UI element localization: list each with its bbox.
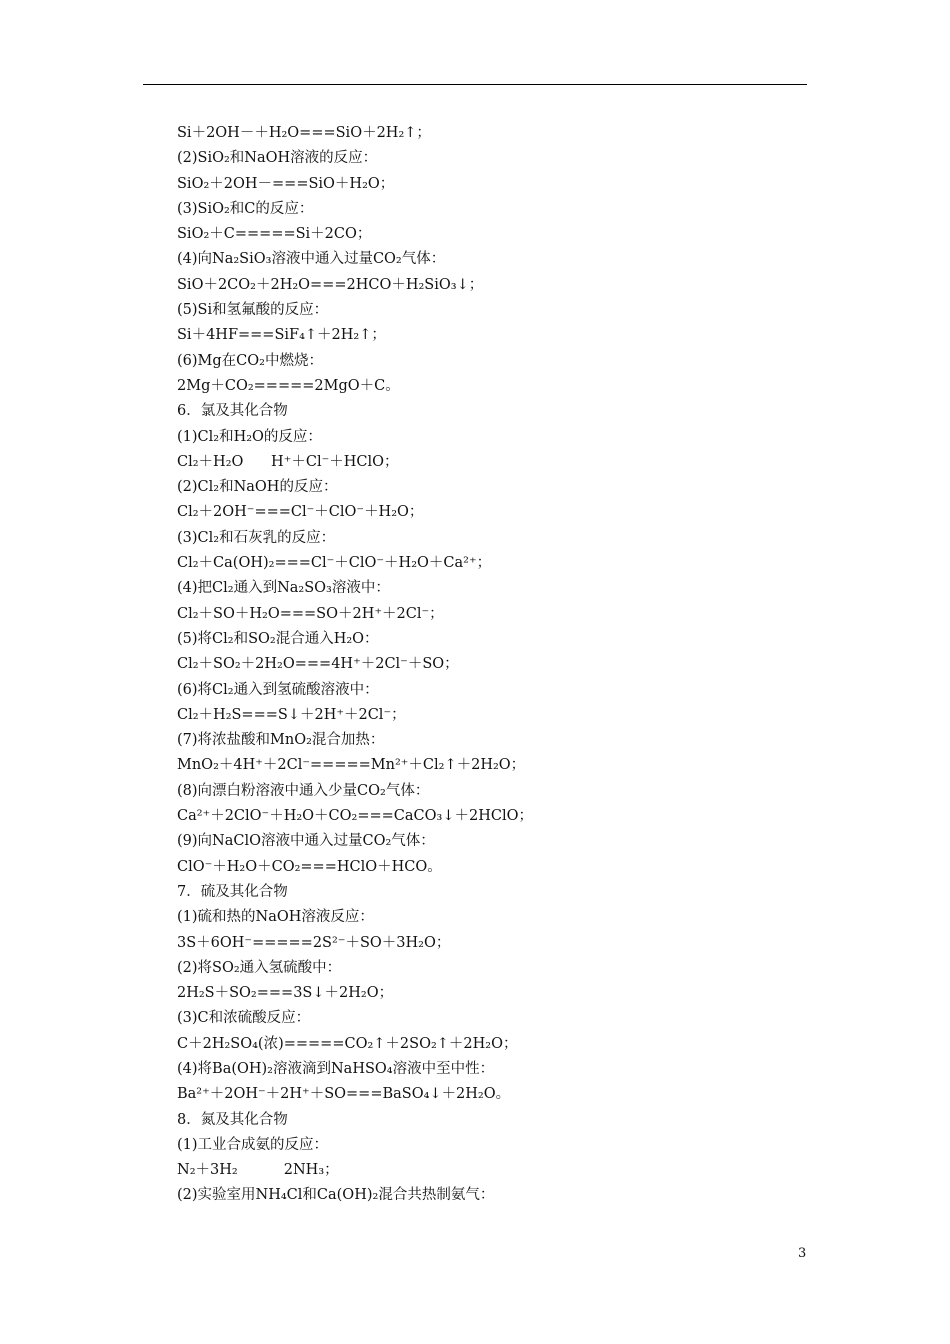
text-line: MnO₂＋4H⁺＋2Cl⁻=====Mn²⁺＋Cl₂↑＋2H₂O；: [177, 757, 526, 774]
text-line: (1)工业合成氨的反应：: [177, 1136, 329, 1153]
page-number: 3: [798, 1246, 807, 1261]
text-line: Cl₂＋H₂O H⁺＋Cl⁻＋HClO；: [177, 453, 399, 470]
text-line: (3)Cl₂和石灰乳的反应：: [177, 529, 336, 546]
text-line: (4)向Na₂SiO₃溶液中通入过量CO₂气体：: [177, 251, 446, 268]
section-heading: 8．氮及其化合物: [177, 1111, 288, 1128]
text-line: (8)向漂白粉溶液中通入少量CO₂气体：: [177, 782, 430, 799]
text-line: (2)实验室用NH₄Cl和Ca(OH)₂混合共热制氨气：: [177, 1187, 495, 1204]
section-heading: 6．氯及其化合物: [177, 403, 288, 420]
text-line: (6)将Cl₂通入到氢硫酸溶液中：: [177, 681, 379, 698]
header-rule: [143, 84, 807, 85]
text-line: 3S＋6OH⁻=====2S²⁻＋SO＋3H₂O；: [177, 934, 451, 951]
text-line: N₂＋3H₂ 2NH₃；: [177, 1162, 339, 1179]
text-line: Cl₂＋Ca(OH)₂===Cl⁻＋ClO⁻＋H₂O＋Ca²⁺；: [177, 555, 492, 572]
text-line: Cl₂＋H₂S===S↓＋2H⁺＋2Cl⁻；: [177, 706, 406, 723]
text-line: (1)硫和热的NaOH溶液反应：: [177, 909, 374, 926]
text-line: ClO⁻＋H₂O＋CO₂===HClO＋HCO。: [177, 858, 442, 875]
text-line: Cl₂＋2OH⁻===Cl⁻＋ClO⁻＋H₂O；: [177, 504, 424, 521]
text-line: (3)C和浓硫酸反应：: [177, 1010, 311, 1027]
text-line: SiO₂＋C=====Si＋2CO；: [177, 226, 372, 243]
section-heading: 7．硫及其化合物: [177, 883, 288, 900]
text-line: Si＋2OH－＋H₂O===SiO＋2H₂↑；: [177, 125, 431, 141]
text-line: (1)Cl₂和H₂O的反应：: [177, 428, 322, 445]
text-line: SiO＋2CO₂＋2H₂O===2HCO＋H₂SiO₃↓；: [177, 276, 484, 293]
text-line: C＋2H₂SO₄(浓)=====CO₂↑＋2SO₂↑＋2H₂O；: [177, 1035, 518, 1052]
text-line: Cl₂＋SO₂＋2H₂O===4H⁺＋2Cl⁻＋SO；: [177, 656, 459, 673]
text-line: Si＋4HF===SiF₄↑＋2H₂↑；: [177, 327, 386, 344]
text-line: Ba²⁺＋2OH⁻＋2H⁺＋SO===BaSO₄↓＋2H₂O。: [177, 1086, 511, 1103]
text-line: Ca²⁺＋2ClO⁻＋H₂O＋CO₂===CaCO₃↓＋2HClO；: [177, 808, 533, 825]
text-line: (2)Cl₂和NaOH的反应：: [177, 479, 338, 496]
text-line: (7)将浓盐酸和MnO₂混合加热：: [177, 732, 385, 749]
text-line: (6)Mg在CO₂中燃烧：: [177, 352, 323, 369]
text-line: (5)Si和氢氟酸的反应：: [177, 302, 329, 319]
text-line: SiO₂＋2OH－===SiO＋H₂O；: [177, 175, 395, 192]
text-line: (4)将Ba(OH)₂溶液滴到NaHSO₄溶液中至中性：: [177, 1060, 495, 1077]
text-line: Cl₂＋SO＋H₂O===SO＋2H⁺＋2Cl⁻；: [177, 605, 444, 622]
text-line: 2H₂S＋SO₂===3S↓＋2H₂O；: [177, 985, 394, 1002]
text-line: (5)将Cl₂和SO₂混合通入H₂O：: [177, 630, 379, 647]
text-line: (2)SiO₂和NaOH溶液的反应：: [177, 150, 378, 167]
text-line: 2Mg＋CO₂=====2MgO＋C。: [177, 377, 400, 394]
text-line: (4)把Cl₂通入到Na₂SO₃溶液中：: [177, 580, 390, 597]
text-line: (9)向NaClO溶液中通入过量CO₂气体：: [177, 833, 435, 850]
text-line: (3)SiO₂和C的反应：: [177, 200, 314, 217]
text-line: (2)将SO₂通入氢硫酸中：: [177, 959, 342, 976]
document-body: [177, 121, 797, 1209]
